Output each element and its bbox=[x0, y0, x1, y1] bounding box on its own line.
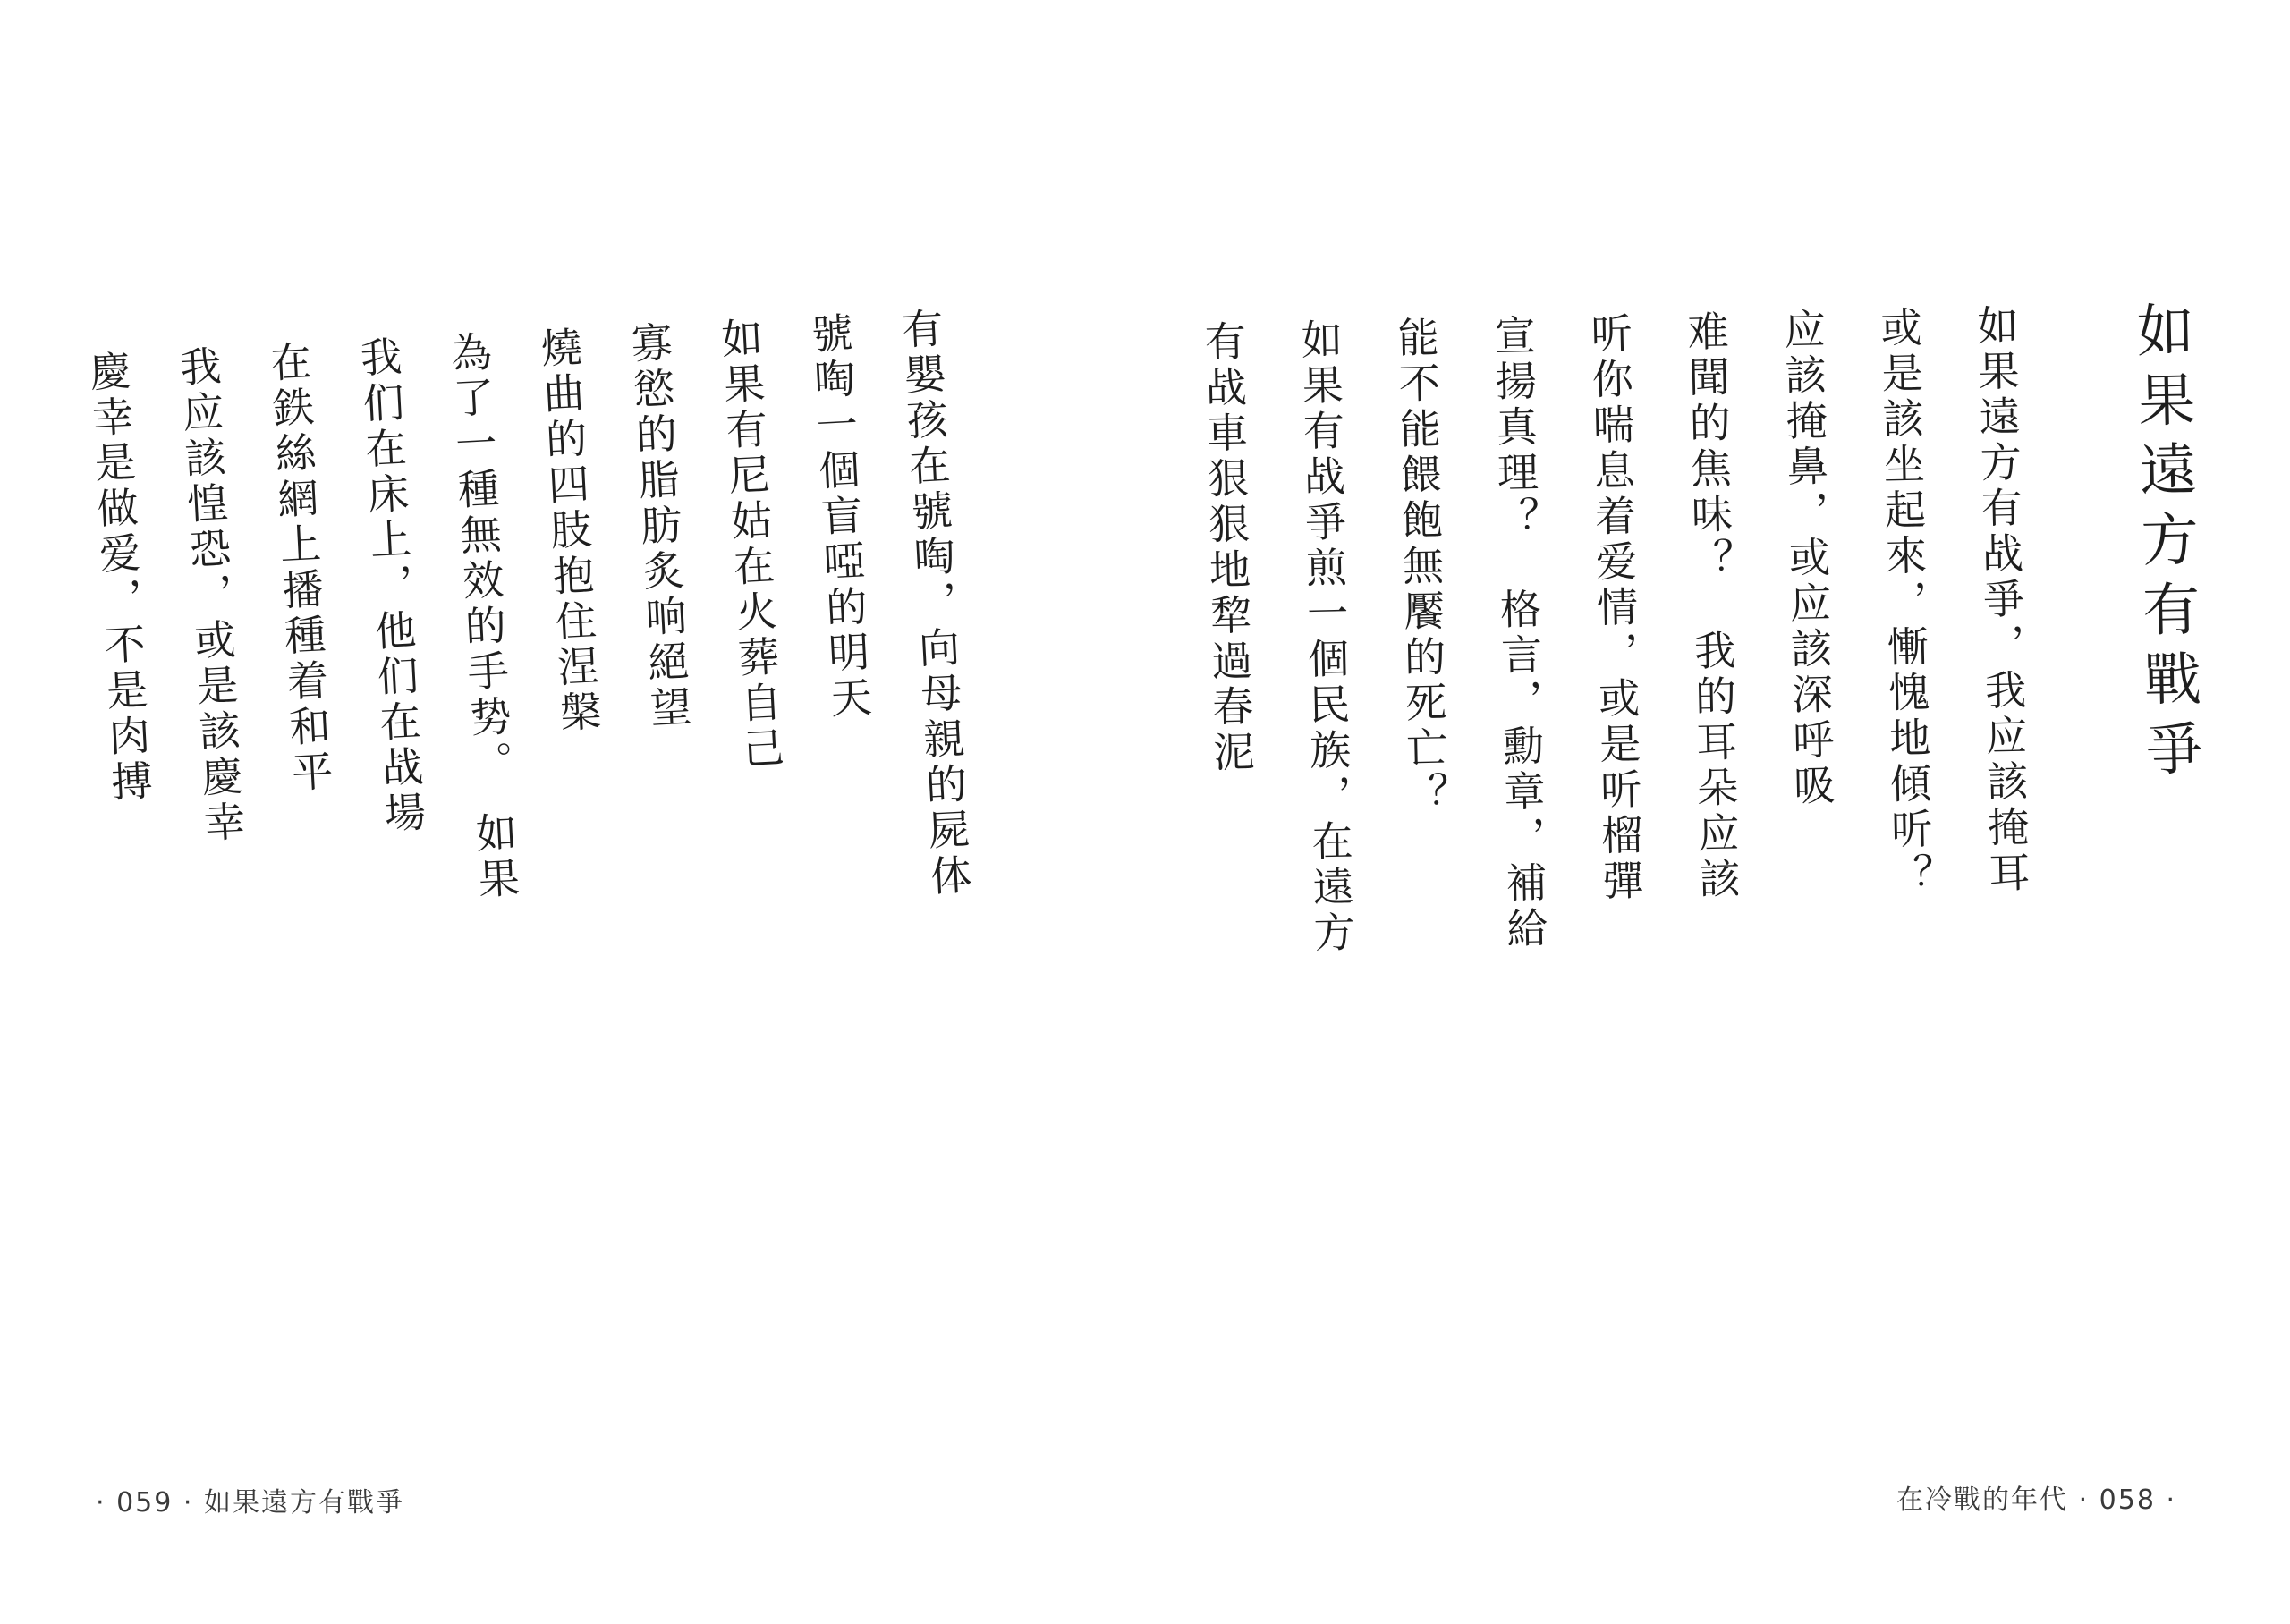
left-page-poem-block bbox=[46, 306, 1002, 1380]
poem-column: 慶幸是做爱，不是肉搏 bbox=[82, 348, 155, 808]
poem-column: 难聞的焦味？ 我的耳朵应該 bbox=[1681, 309, 1743, 904]
poem-column: 燒曲的四肢抱住涅槃 bbox=[533, 325, 604, 738]
poem-column: 號啕一個盲啞的明天 bbox=[804, 310, 875, 723]
poem-column: 如果有战爭煎一個民族，在遠方 bbox=[1294, 317, 1357, 958]
poem-column: 如果有尼姑在火葬自己 bbox=[714, 315, 786, 774]
poem-column: 在鉄絲網上播種着和平 bbox=[263, 339, 335, 798]
poem-title: 如果遠方有戰爭 bbox=[2126, 300, 2203, 790]
poem-column: 能不能餵飽無饜的死亡？ bbox=[1391, 315, 1450, 818]
poem-column: 如果遠方有战爭，我应該掩耳 bbox=[1971, 303, 2031, 898]
poem-column: 有嬰孩在號啕，向母親的屍体 bbox=[895, 306, 974, 901]
poem-column: 我们在床上，他们在战場 bbox=[352, 334, 428, 839]
poem-column: 应該掩鼻，或应該深呼吸 bbox=[1777, 307, 1836, 810]
poem-column: 我应該惶恐，或是該慶幸 bbox=[173, 343, 248, 848]
right-page-footer: 在冷戰的年代 · 058 · bbox=[1896, 1484, 2176, 1516]
poem-column: 听你喘息着爱情，或是听榴彈 bbox=[1584, 311, 1646, 906]
right-page bbox=[1145, 0, 2290, 1624]
poem-column: 寡慾的脂肪炙响絕望 bbox=[623, 320, 694, 733]
poem-column: 有战車狠狠地犂過春泥 bbox=[1198, 319, 1256, 777]
poem-column: 或是該坐起來，慚愧地傾听？ bbox=[1874, 305, 1935, 900]
poem-column: 為了一種無效的手势。 如果 bbox=[443, 329, 522, 904]
poem-column: 宣揚真理？ 格言，勳章，補給 bbox=[1488, 313, 1550, 953]
left-page-footer: · 059 · 如果遠方有戰爭 bbox=[96, 1487, 404, 1518]
right-page-poem-block bbox=[1155, 300, 2222, 1349]
